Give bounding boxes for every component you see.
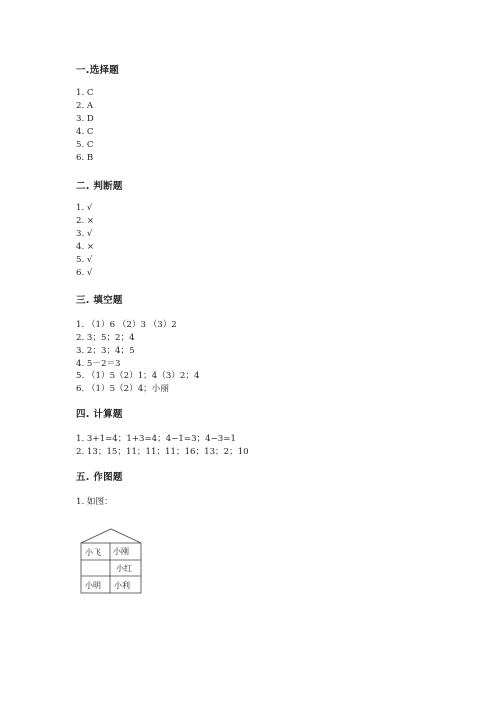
answer-line: 5. （1）5（2）1；4（3）2；4 [76, 371, 200, 381]
cell-xiaohong: 小红 [116, 564, 132, 573]
section-title-judge: 二. 判断题 [76, 181, 123, 192]
section-title-choice: 一.选择题 [76, 65, 120, 76]
answer-line: 1. √ [76, 203, 93, 213]
answer-line: 1. C [76, 88, 94, 98]
answer-line: 2. 13；15；11；11；11；16；13；2；10 [76, 447, 249, 457]
answer-line: 3. 2；3；4；5 [76, 346, 135, 356]
answer-line: 6. （1）5（2）4；小丽 [76, 384, 169, 394]
section-title-calc: 四. 计算题 [76, 409, 123, 420]
answer-line: 5. √ [76, 255, 93, 265]
answer-line: 3. D [76, 114, 94, 124]
roof [81, 529, 141, 543]
house-figure [80, 528, 142, 594]
cell-xiaoming: 小明 [85, 581, 101, 590]
answer-line: 4. C [76, 127, 94, 137]
cell-xiaoli: 小利 [114, 581, 130, 590]
answer-line: 2. × [76, 216, 95, 226]
section-title-fill: 三. 填空题 [76, 295, 123, 306]
answer-line: 1. 3+1=4；1+3=4；4−1=3；4−3=1 [76, 434, 236, 444]
cell-xiaofei: 小飞 [85, 548, 101, 557]
answer-line: 6. √ [76, 268, 93, 278]
answer-line: 2. 3；5；2；4 [76, 333, 135, 343]
answer-line: 1. 如图： [76, 497, 113, 507]
answer-line: 5. C [76, 140, 94, 150]
answer-line: 1. （1）6 （2）3 （3）2 [76, 320, 177, 330]
answer-line: 6. B [76, 153, 94, 163]
cell-xiaogang: 小刚 [113, 547, 129, 556]
section-title-draw: 五. 作图题 [76, 472, 123, 483]
answer-line: 3. √ [76, 229, 93, 239]
answer-line: 4. 5－2＝3 [76, 359, 121, 369]
answer-line: 4. × [76, 242, 95, 252]
answer-line: 2. A [76, 101, 94, 111]
